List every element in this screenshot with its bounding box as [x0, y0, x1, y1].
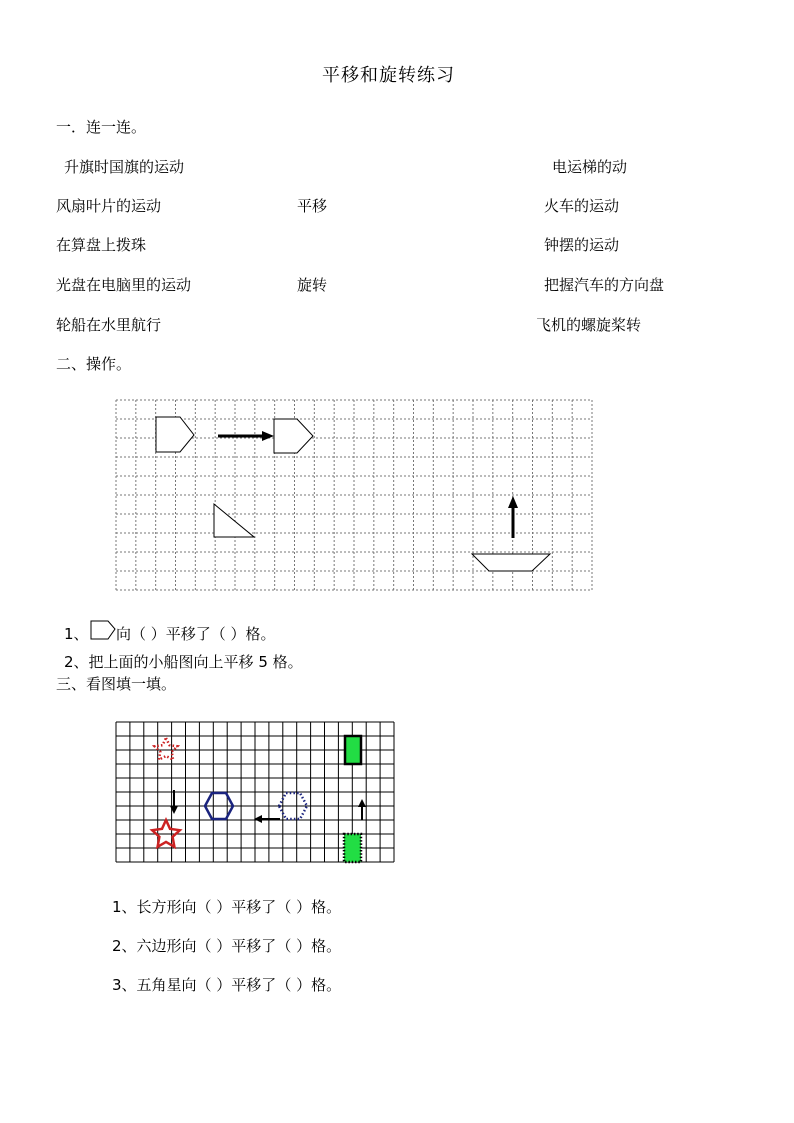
dotted-green-rectangle-shape: [344, 834, 361, 862]
solid-grid-diagram: [116, 722, 396, 862]
page-title: 平移和旋转练习: [322, 65, 455, 86]
right-item: 飞机的螺旋桨转: [536, 316, 642, 334]
q2-text: 2、把上面的小船图向上平移 5 格。: [64, 653, 303, 671]
right-item: 电运梯的动: [552, 158, 628, 176]
middle-item-translation: 平移: [297, 197, 328, 215]
left-item: 升旗时国旗的运动: [64, 158, 185, 176]
right-arrow-icon: [218, 431, 274, 441]
boat-shape: [472, 554, 550, 571]
left-item: 轮船在水里航行: [56, 316, 162, 334]
triangle-shape: [214, 504, 254, 537]
right-item: 火车的运动: [544, 197, 620, 215]
section1-heading: 一．连一连。: [56, 118, 147, 136]
left-arrow-icon: [254, 815, 280, 823]
star-shape: [152, 820, 180, 847]
section3-question: 2、六边形向（ ）平移了（ ）格。: [112, 937, 342, 955]
right-item: 把握汽车的方向盘: [544, 276, 665, 294]
q1-label: 1、: [64, 625, 89, 643]
q1-text: 向（ ）平移了（ ）格。: [116, 625, 276, 643]
section2-heading: 二、操作。: [56, 355, 132, 373]
dashed-grid-diagram: [116, 400, 592, 590]
middle-item-rotation: 旋转: [297, 276, 328, 294]
section3-question: 1、长方形向（ ）平移了（ ）格。: [112, 898, 342, 916]
section3-question: 3、五角星向（ ）平移了（ ）格。: [112, 976, 342, 994]
green-rectangle-shape: [345, 736, 361, 764]
pentagon-shape: [156, 417, 194, 452]
right-item: 钟摆的运动: [544, 236, 620, 254]
pentagon-shape-moved: [274, 419, 313, 453]
left-item: 在算盘上拨珠: [56, 236, 147, 254]
left-item: 光盘在电脑里的运动: [56, 276, 192, 294]
pentagon-inline-icon: [90, 619, 116, 641]
up-arrow-small-icon: [358, 799, 366, 820]
left-item: 风扇叶片的运动: [56, 197, 162, 215]
section3-heading: 三、看图填一填。: [56, 675, 177, 693]
up-arrow-icon: [508, 496, 518, 538]
